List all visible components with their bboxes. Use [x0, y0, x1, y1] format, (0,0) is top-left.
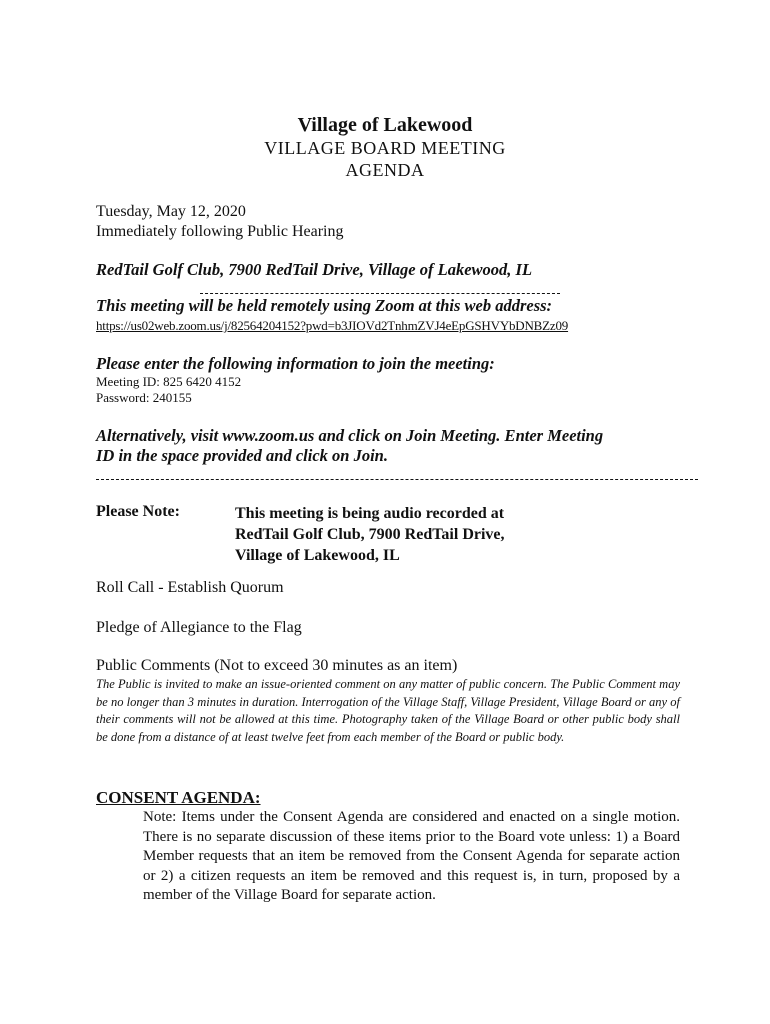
public-comments-item: Public Comments (Not to exceed 30 minutes as an item) [96, 657, 458, 674]
please-note-label: Please Note: [96, 503, 180, 520]
document-type: AGENDA [345, 160, 425, 180]
public-comments-note: The Public is invited to make an issue-oriented comment on any matter of public concern. The Public Comment may be no longer than 3 minutes in duration. Interrogation of the Village Staff, Village President, Village Board or any of their comments will not be allowed at this time. Photography taken of the Village Board or other public body shall be done from a distance of at least twelve feet from each member of the Board or public body. [96, 677, 680, 744]
please-note-line: Village of Lakewood, IL [235, 547, 400, 564]
meeting-location: RedTail Golf Club, 7900 RedTail Drive, Village of Lakewood, IL [96, 260, 533, 279]
alternative-instructions-line2: ID in the space provided and click on Join. [96, 446, 388, 465]
pledge-item: Pledge of Allegiance to the Flag [96, 619, 302, 636]
meeting-password: Password: 240155 [96, 390, 192, 405]
alternative-instructions [96, 426, 686, 446]
join-instructions-heading: Please enter the following information to join the meeting: [96, 354, 495, 373]
divider-top [200, 293, 560, 294]
consent-agenda-heading: CONSENT AGENDA: [96, 788, 261, 807]
meeting-type: VILLAGE BOARD MEETING [264, 138, 506, 158]
please-note-line: RedTail Golf Club, 7900 RedTail Drive, [235, 526, 505, 543]
zoom-website-link[interactable]: www.zoom.us [222, 426, 315, 445]
meeting-id: Meeting ID: 825 6420 4152 [96, 374, 242, 389]
zoom-meeting-link[interactable]: https://us02web.zoom.us/j/82564204152?pwd=b3JIOVd2TnhmZVJ4eEpGSHVYbDNBZz09 [96, 318, 569, 333]
page-title: Village of Lakewood [297, 114, 473, 136]
consent-agenda-note: Note: Items under the Consent Agenda are considered and enacted on a single motion. There is no separate discussion of these items prior to the Board vote unless: 1) a Board Member requests that an item be removed from the Consent Agenda for separate action or 2) a citizen requests an item be removed and this request is, in turn, proposed by a member of the Village Board for separate action. [143, 809, 680, 903]
please-note-text [235, 503, 505, 566]
meeting-time: Immediately following Public Hearing [96, 223, 344, 240]
please-note-line: This meeting is being audio recorded at [235, 505, 505, 522]
divider-bottom [96, 479, 698, 480]
meeting-date: Tuesday, May 12, 2020 [96, 203, 246, 220]
roll-call-item: Roll Call - Establish Quorum [96, 579, 284, 596]
alt-text-pre: Alternatively, visit [96, 426, 223, 445]
alt-text-post: and click on Join Meeting. Enter Meeting [314, 426, 604, 445]
zoom-intro: This meeting will be held remotely using Zoom at this web address: [96, 296, 553, 315]
